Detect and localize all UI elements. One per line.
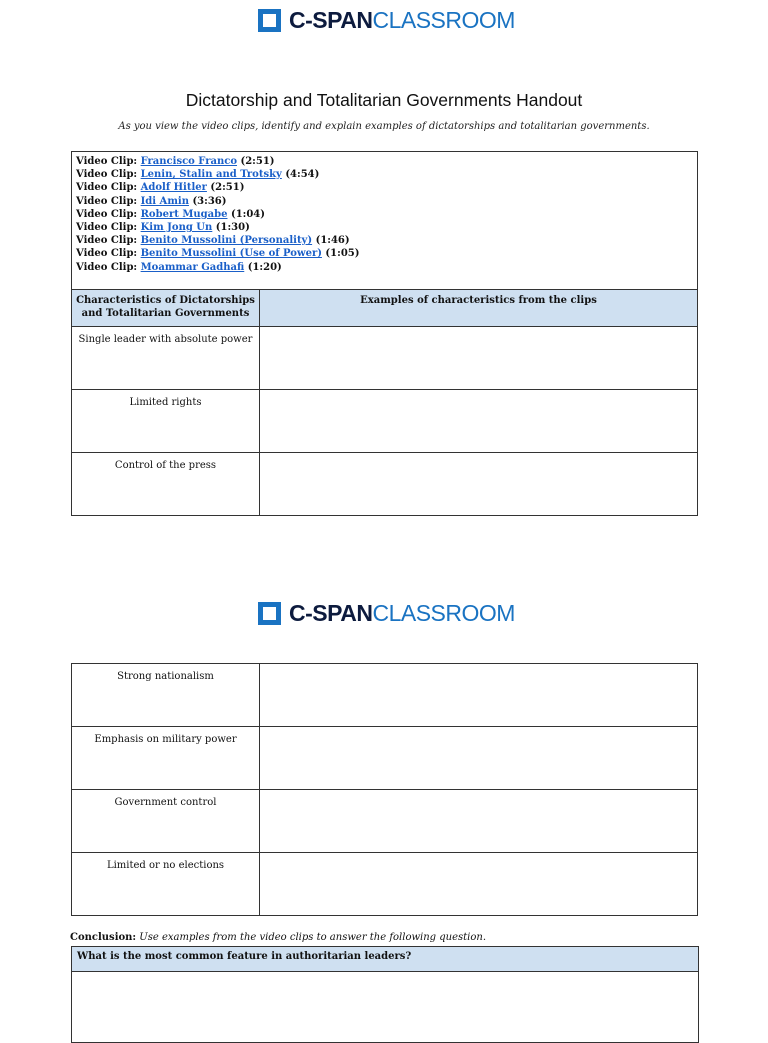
conclusion-table: [71, 946, 699, 1043]
video-clip-item: [76, 195, 693, 208]
conclusion-instruction: Use examples from the video clips to answer the following question.: [136, 932, 486, 943]
video-clip-item: [76, 208, 693, 221]
video-clip-prefix: Video Clip:: [76, 235, 141, 247]
page-subtitle: As you view the video clips, identify and explain examples of dictatorships and totalitarian governments.: [118, 121, 650, 132]
table-row: [72, 853, 698, 916]
conclusion-answer-cell[interactable]: [72, 972, 699, 1043]
video-clip-link[interactable]: Lenin, Stalin and Trotsky: [140, 169, 282, 181]
logo-square-icon: [258, 9, 281, 32]
example-answer-cell[interactable]: [260, 727, 698, 790]
characteristics-table-1: [71, 151, 698, 516]
cspan-classroom-logo-page2: [258, 599, 515, 627]
conclusion-instructions: [70, 932, 486, 943]
video-clip-list: [72, 152, 698, 290]
video-clip-link[interactable]: Idi Amin: [140, 195, 189, 207]
logo-text-classroom: CLASSROOM: [372, 6, 515, 33]
video-clip-duration: (1:46): [312, 235, 350, 247]
characteristic-label: Control of the press: [72, 453, 260, 516]
characteristic-label: Limited rights: [72, 390, 260, 453]
video-clip-prefix: Video Clip:: [76, 208, 141, 220]
example-answer-cell[interactable]: [260, 327, 698, 390]
video-clip-duration: (1:05): [321, 248, 360, 260]
header-characteristics: Characteristics of Dictatorships and Totalitarian Governments: [72, 290, 260, 327]
conclusion-question: What is the most common feature in authoritarian leaders?: [72, 947, 699, 972]
cspan-classroom-logo: [258, 6, 515, 34]
video-clip-duration: (1:20): [244, 261, 282, 273]
characteristic-label: Emphasis on military power: [72, 727, 260, 790]
example-answer-cell[interactable]: [260, 453, 698, 516]
video-clip-prefix: Video Clip:: [76, 261, 141, 273]
logo-text-classroom: CLASSROOM: [372, 599, 515, 626]
video-clip-duration: (2:51): [206, 182, 245, 194]
video-clip-prefix: Video Clip:: [76, 222, 141, 234]
characteristic-label: Government control: [72, 790, 260, 853]
video-clip-prefix: Video Clip:: [76, 248, 141, 260]
characteristic-label: Single leader with absolute power: [72, 327, 260, 390]
video-clip-duration: (1:04): [227, 208, 265, 220]
video-clip-item: [76, 261, 693, 274]
video-clip-duration: (3:36): [188, 195, 227, 207]
example-answer-cell[interactable]: [260, 390, 698, 453]
header-examples: Examples of characteristics from the clips: [260, 290, 698, 327]
table-row: [72, 327, 698, 390]
characteristics-table-2: [71, 663, 698, 916]
table-row: [72, 790, 698, 853]
logo-text-cspan: C-SPAN: [289, 6, 373, 33]
table-row: [72, 727, 698, 790]
video-clip-item: [76, 221, 693, 234]
video-clip-link[interactable]: Moammar Gadhafi: [140, 261, 245, 273]
characteristic-label: Limited or no elections: [72, 853, 260, 916]
video-clip-link[interactable]: Francisco Franco: [140, 156, 238, 167]
table-row: [72, 664, 698, 727]
example-answer-cell[interactable]: [260, 853, 698, 916]
conclusion-label: Conclusion:: [70, 932, 137, 943]
video-clip-link[interactable]: Robert Mugabe: [140, 208, 228, 220]
video-clip-item: [76, 168, 693, 181]
logo-text-cspan: C-SPAN: [289, 599, 373, 626]
example-answer-cell[interactable]: [260, 790, 698, 853]
video-clip-prefix: Video Clip:: [76, 156, 141, 167]
example-answer-cell[interactable]: [260, 664, 698, 727]
video-clip-prefix: Video Clip:: [76, 169, 141, 181]
video-clip-link[interactable]: Benito Mussolini (Personality): [140, 235, 313, 247]
characteristic-label: Strong nationalism: [72, 664, 260, 727]
video-clip-item: [76, 155, 693, 168]
video-clip-link[interactable]: Kim Jong Un: [140, 222, 213, 234]
video-clip-item: [76, 247, 693, 260]
video-clip-prefix: Video Clip:: [76, 195, 141, 207]
video-clip-item: [76, 234, 693, 247]
table-row: [72, 390, 698, 453]
video-clip-duration: (1:30): [212, 222, 250, 234]
video-clip-item: [76, 181, 693, 194]
table-row: [72, 453, 698, 516]
video-clip-duration: (2:51): [237, 156, 275, 167]
video-clip-prefix: Video Clip:: [76, 182, 141, 194]
page-title: Dictatorship and Totalitarian Governments Handout: [185, 90, 583, 110]
logo-square-icon: [258, 602, 281, 625]
video-clip-link[interactable]: Benito Mussolini (Use of Power): [140, 248, 322, 260]
video-clip-duration: (4:54): [281, 169, 320, 181]
video-clip-link[interactable]: Adolf Hitler: [140, 182, 207, 194]
